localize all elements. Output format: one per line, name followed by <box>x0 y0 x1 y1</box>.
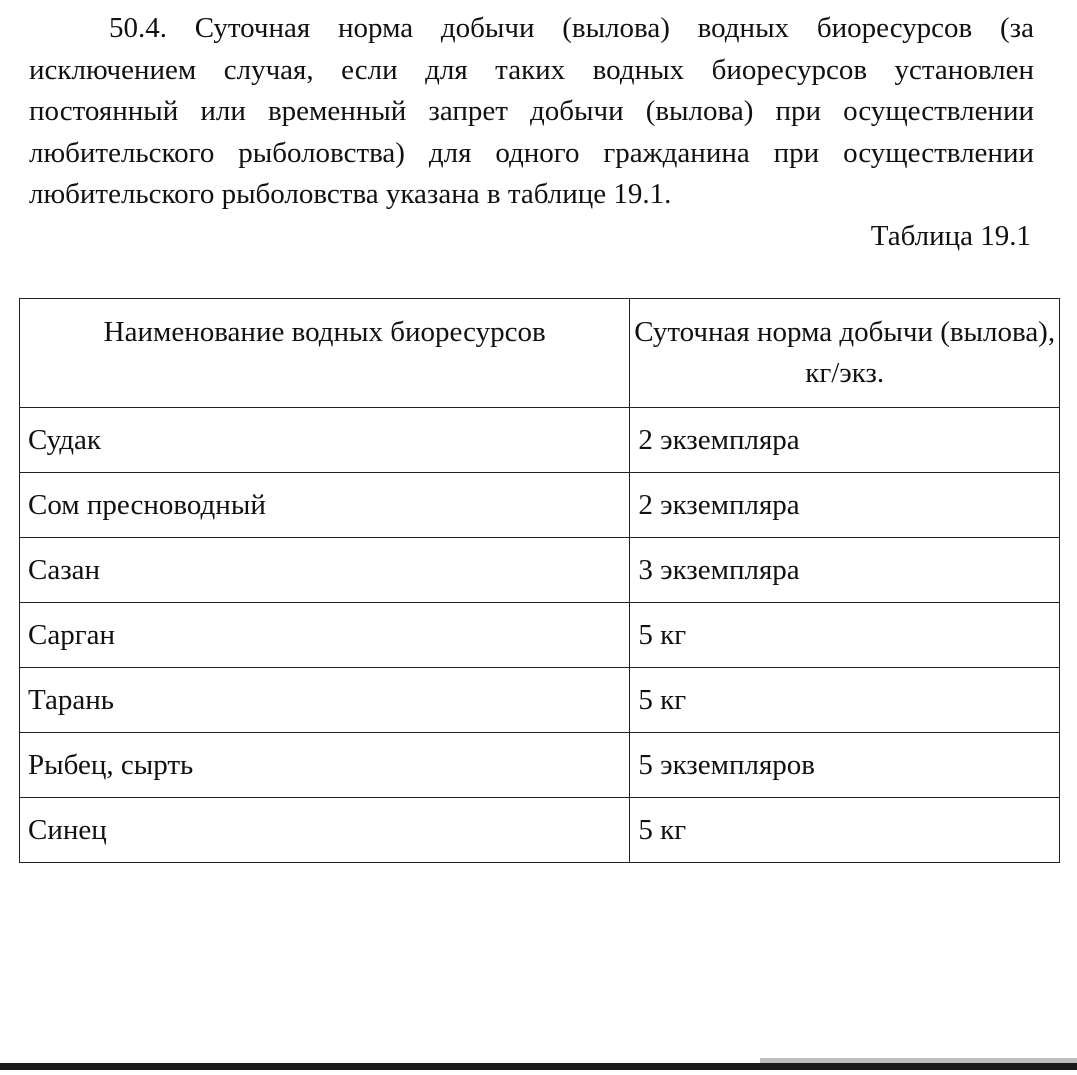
cell-norm: 5 экземпляров <box>630 733 1060 798</box>
table-row <box>20 538 1060 603</box>
table-row <box>20 798 1060 863</box>
cell-name: Сарган <box>20 603 630 668</box>
cell-name: Рыбец, сырть <box>20 733 630 798</box>
table-header-row <box>20 299 1060 408</box>
table-row <box>20 668 1060 733</box>
cell-norm: 2 экземпляра <box>630 473 1060 538</box>
cell-name: Сазан <box>20 538 630 603</box>
header-norm-text: Суточная норма добычи (вылова), кг/экз. <box>634 316 1056 389</box>
table-row <box>20 603 1060 668</box>
page-bottom-edge <box>0 1063 1077 1070</box>
table-caption: Таблица 19.1 <box>870 220 1031 252</box>
table-row <box>20 733 1060 798</box>
cell-norm: 5 кг <box>630 603 1060 668</box>
cell-name: Судак <box>20 408 630 473</box>
cell-norm: 5 кг <box>630 668 1060 733</box>
cell-name: Сом пресноводный <box>20 473 630 538</box>
catch-norms-table <box>19 298 1060 863</box>
cell-name: Тарань <box>20 668 630 733</box>
table-row <box>20 408 1060 473</box>
cell-name: Синец <box>20 798 630 863</box>
header-name-text: Наименование водных биоресурсов <box>103 316 546 348</box>
cell-norm: 5 кг <box>630 798 1060 863</box>
table-row <box>20 473 1060 538</box>
cell-norm: 3 экземпляра <box>630 538 1060 603</box>
header-cell-norm <box>630 299 1060 408</box>
header-cell-name <box>20 299 630 408</box>
paragraph-50-4: 50.4. Суточная норма добычи (вылова) водных биоресурсов (за исключением случая, если для таких водных биоресурсов установлен постоянный или временный запрет добычи (вылова) при осуществлении любительского рыболовства) для одного гражданина при осуществлении любительского рыболовства указана в таблице 19.1. <box>29 12 1034 210</box>
cell-norm: 2 экземпляра <box>630 408 1060 473</box>
